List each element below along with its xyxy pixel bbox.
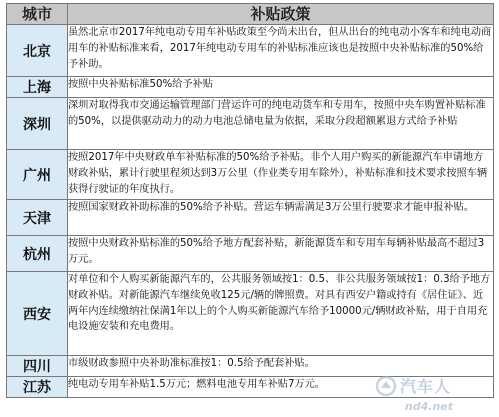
policy-cell: 虽然北京市2017年纯电动专用车补贴政策至今尚未出台，但从出台的纯电动小客车和纯电动商用车的补贴标准来看，2017年纯电动专用车的补贴标准应该也是按照中央补贴标准的50%给予补助。 xyxy=(68,25,494,77)
car-logo-icon xyxy=(375,375,397,397)
header-policy: 补贴政策 xyxy=(68,4,494,25)
watermark-brand: 汽车人 xyxy=(399,377,451,396)
table-row xyxy=(7,77,494,98)
policy-cell: 按照中央财政补贴标准的50%给予地方配套补贴，新能源货车和专用车每辆补贴最高不超过3万元。 xyxy=(68,236,494,272)
table-row xyxy=(7,25,494,77)
watermark xyxy=(375,374,451,397)
city-cell: 北京 xyxy=(7,25,68,77)
city-cell: 西安 xyxy=(7,272,68,356)
city-cell: 江苏 xyxy=(7,377,68,398)
table-row xyxy=(7,272,494,356)
policy-cell: 按照中央补贴标准50%给予补贴 xyxy=(68,77,494,98)
city-cell: 深圳 xyxy=(7,98,68,150)
city-cell: 天津 xyxy=(7,200,68,236)
city-cell: 杭州 xyxy=(7,236,68,272)
policy-cell: 按照国家财政补助标准的50%给予补贴。营运车辆需满足3万公里行驶要求才能申报补贴。 xyxy=(68,200,494,236)
table-header-row xyxy=(7,4,494,25)
table-row xyxy=(7,236,494,272)
table-row xyxy=(7,98,494,150)
header-city: 城市 xyxy=(7,4,68,25)
policy-cell: 按照2017年中央财政单车补贴标准的50%给予补贴。非个人用户购买的新能源汽车申请地方财政补贴，累计行驶里程须达到3万公里（作业类专用车除外），补贴标准和技术要求按照车辆获得行驶证的年度执行。 xyxy=(68,150,494,200)
policy-cell: 对单位和个人购买新能源汽车的，公共服务领域按1：0.5、非公共服务领域按1：0.3给予地方财政补贴。对新能源汽车继续免收125元/辆的牌照费。对具有西安户籍或持有《居住证》、近两年内连续缴纳社保满1年以上的个人购买新能源汽车给予10000元/辆财政补贴，用于自用充电设施安装和充电费用。 xyxy=(68,272,494,356)
policy-cell: 市级财政参照中央补助准标准按1：0.5给予配套补贴。 xyxy=(68,356,494,377)
city-cell: 上海 xyxy=(7,77,68,98)
table-row xyxy=(7,200,494,236)
watermark-site: nd4.net xyxy=(404,400,453,413)
table-row xyxy=(7,150,494,200)
policy-cell: 纯电动专用车补贴1.5万元；燃料电池专用车补贴7万元。 xyxy=(68,377,494,398)
policy-cell: 深圳对取得我市交通运输管理部门营运许可的纯电动货车和专用车，按照中央车购置补贴标准的50%，以提供驱动动力的动力电池总储电量为依据，采取分段超额累退方式给予补贴 xyxy=(68,98,494,150)
subsidy-policy-table xyxy=(6,3,494,398)
city-cell: 广州 xyxy=(7,150,68,200)
city-cell: 四川 xyxy=(7,356,68,377)
